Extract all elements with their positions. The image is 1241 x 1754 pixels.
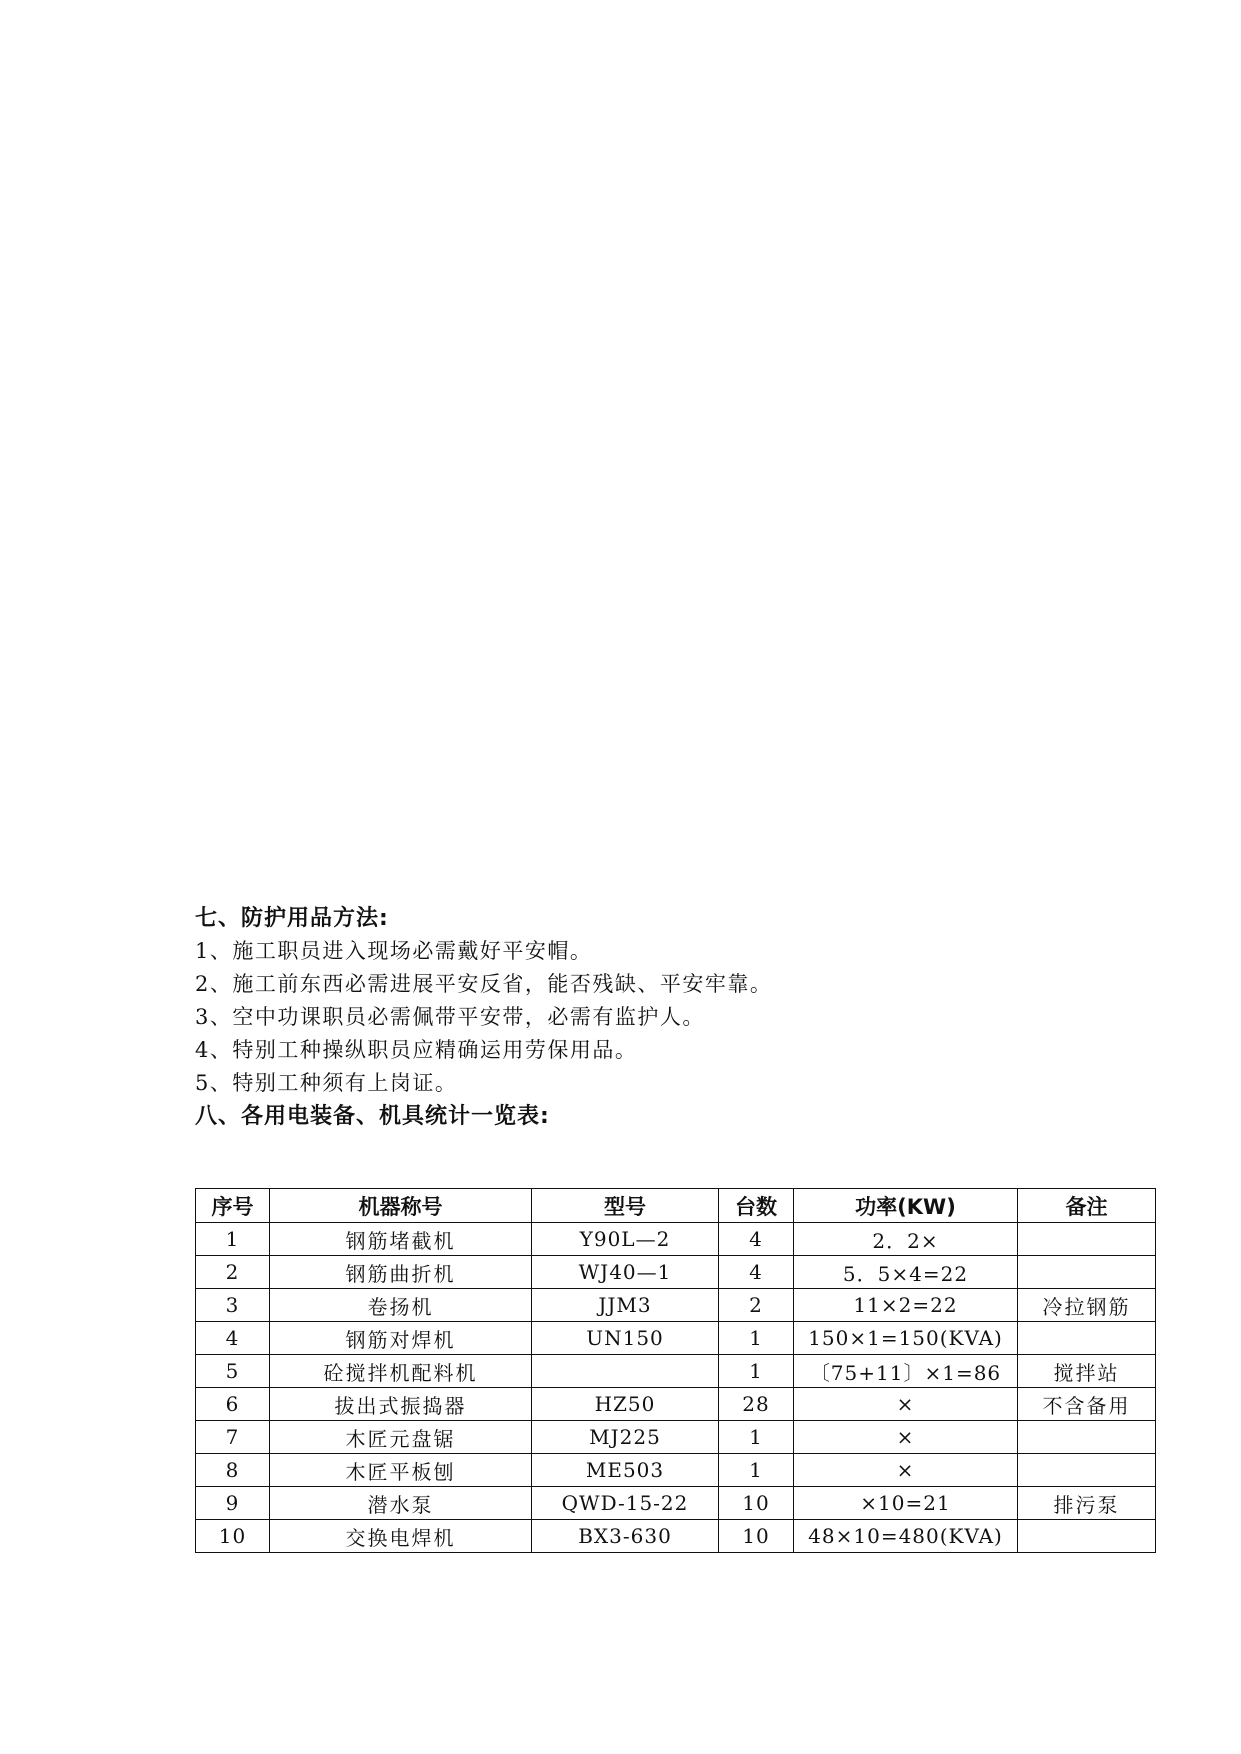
table-row <box>196 1256 1156 1289</box>
cell-name: 卷扬机 <box>270 1289 532 1322</box>
cell-power: × <box>794 1388 1018 1421</box>
cell-name: 钢筋对焊机 <box>270 1322 532 1355</box>
cell-power: × <box>794 1454 1018 1487</box>
section-7-item-2: 2、施工前东西必需进展平安反省，能否残缺、平安牢靠。 <box>195 972 773 996</box>
cell-name: 拔出式振捣器 <box>270 1388 532 1421</box>
cell-num: 7 <box>196 1421 270 1454</box>
equipment-table <box>195 1188 1156 1553</box>
cell-count: 1 <box>719 1454 794 1487</box>
cell-num: 1 <box>196 1223 270 1256</box>
cell-num: 4 <box>196 1322 270 1355</box>
cell-model: HZ50 <box>532 1388 719 1421</box>
section-8-heading: 八、各用电装备、机具统计一览表: <box>195 1104 550 1129</box>
cell-power: 2．2× <box>794 1223 1018 1256</box>
cell-power: 5．5×4=22 <box>794 1256 1018 1289</box>
cell-note <box>1018 1421 1156 1454</box>
cell-name: 木匠元盘锯 <box>270 1421 532 1454</box>
cell-num: 10 <box>196 1520 270 1553</box>
cell-model: JJM3 <box>532 1289 719 1322</box>
table-row <box>196 1223 1156 1256</box>
section-7-item-1: 1、施工职员进入现场必需戴好平安帽。 <box>195 939 593 963</box>
table-row <box>196 1322 1156 1355</box>
cell-note <box>1018 1223 1156 1256</box>
header-model: 型号 <box>532 1189 719 1223</box>
table-row <box>196 1520 1156 1553</box>
cell-power: 150×1=150(KVA) <box>794 1322 1018 1355</box>
section-7-heading: 七、防护用品方法: <box>195 906 389 931</box>
table-row <box>196 1421 1156 1454</box>
cell-power: 11×2=22 <box>794 1289 1018 1322</box>
cell-name: 交换电焊机 <box>270 1520 532 1553</box>
table-row <box>196 1289 1156 1322</box>
cell-num: 5 <box>196 1355 270 1388</box>
cell-count: 1 <box>719 1421 794 1454</box>
table-row <box>196 1487 1156 1520</box>
cell-name: 木匠平板刨 <box>270 1454 532 1487</box>
cell-model: WJ40—1 <box>532 1256 719 1289</box>
document-content <box>195 902 1155 1553</box>
cell-count: 2 <box>719 1289 794 1322</box>
header-count: 台数 <box>719 1189 794 1223</box>
header-power: 功率(KW) <box>794 1189 1018 1223</box>
cell-num: 9 <box>196 1487 270 1520</box>
cell-count: 10 <box>719 1487 794 1520</box>
cell-model: QWD-15-22 <box>532 1487 719 1520</box>
cell-power: 〔75+11〕×1=86 <box>794 1355 1018 1388</box>
cell-note <box>1018 1454 1156 1487</box>
header-note: 备注 <box>1018 1189 1156 1223</box>
table-row <box>196 1454 1156 1487</box>
cell-power: × <box>794 1421 1018 1454</box>
cell-note <box>1018 1322 1156 1355</box>
section-7-item-4: 4、特别工种操纵职员应精确运用劳保用品。 <box>195 1038 638 1062</box>
cell-model: Y90L—2 <box>532 1223 719 1256</box>
cell-model: ME503 <box>532 1454 719 1487</box>
cell-model: BX3-630 <box>532 1520 719 1553</box>
cell-num: 8 <box>196 1454 270 1487</box>
cell-count: 4 <box>719 1223 794 1256</box>
header-name: 机器称号 <box>270 1189 532 1223</box>
cell-count: 4 <box>719 1256 794 1289</box>
table-header-row <box>196 1189 1156 1223</box>
cell-name: 钢筋曲折机 <box>270 1256 532 1289</box>
cell-power: 48×10=480(KVA) <box>794 1520 1018 1553</box>
section-7-item-5: 5、特别工种须有上岗证。 <box>195 1071 458 1095</box>
cell-power: ×10=21 <box>794 1487 1018 1520</box>
cell-note: 不含备用 <box>1018 1388 1156 1421</box>
table-row <box>196 1388 1156 1421</box>
cell-num: 6 <box>196 1388 270 1421</box>
cell-count: 28 <box>719 1388 794 1421</box>
cell-model: MJ225 <box>532 1421 719 1454</box>
cell-note <box>1018 1520 1156 1553</box>
cell-model <box>532 1355 719 1388</box>
section-7-item-3: 3、空中功课职员必需佩带平安带，必需有监护人。 <box>195 1005 705 1029</box>
cell-model: UN150 <box>532 1322 719 1355</box>
cell-note <box>1018 1256 1156 1289</box>
cell-count: 1 <box>719 1355 794 1388</box>
cell-name: 砼搅拌机配料机 <box>270 1355 532 1388</box>
cell-count: 1 <box>719 1322 794 1355</box>
cell-note: 冷拉钢筋 <box>1018 1289 1156 1322</box>
cell-note: 排污泵 <box>1018 1487 1156 1520</box>
cell-num: 2 <box>196 1256 270 1289</box>
cell-name: 钢筋堵截机 <box>270 1223 532 1256</box>
spacer <box>195 1133 1155 1188</box>
cell-count: 10 <box>719 1520 794 1553</box>
header-num: 序号 <box>196 1189 270 1223</box>
cell-name: 潜水泵 <box>270 1487 532 1520</box>
cell-note: 搅拌站 <box>1018 1355 1156 1388</box>
table-row <box>196 1355 1156 1388</box>
cell-num: 3 <box>196 1289 270 1322</box>
